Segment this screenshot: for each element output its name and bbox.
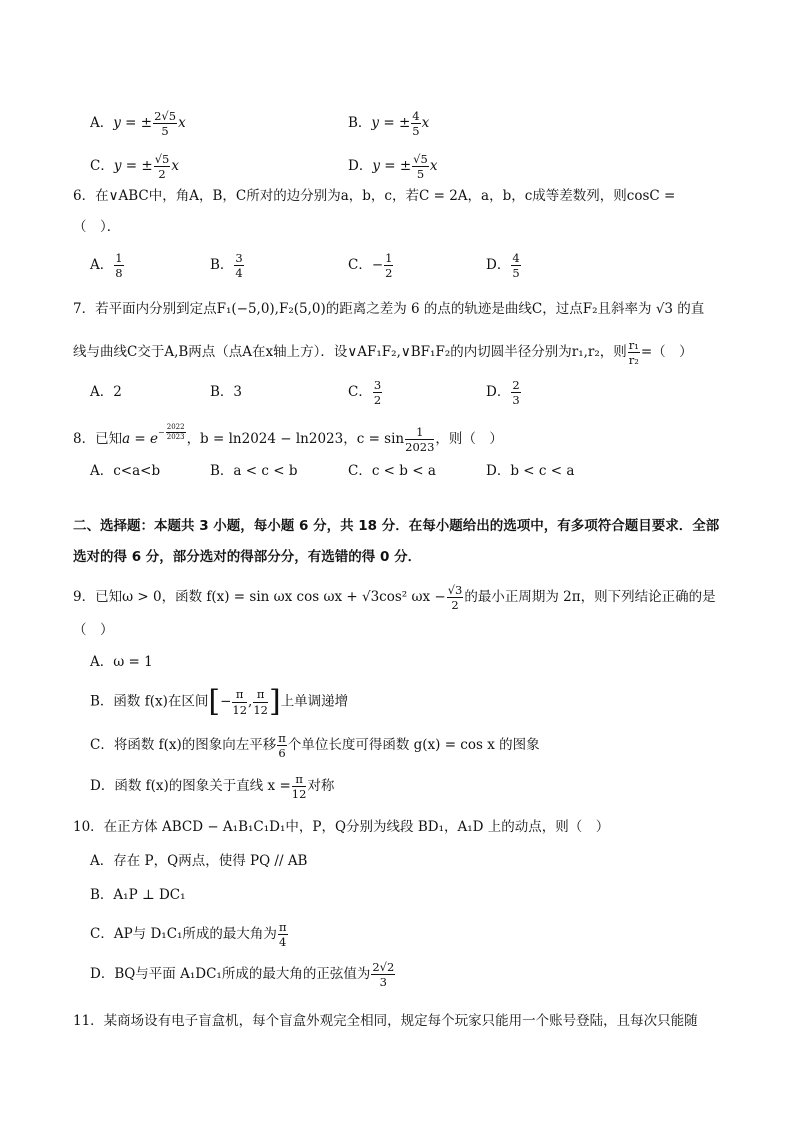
q5-option-d: D．y = ± $\frac{√5}{5}$ x — [348, 152, 438, 182]
q10-option-d: D．BQ与平面 A₁DC₁所成的最大角的正弦值为 $\frac{2√2}{3}$ — [90, 960, 395, 990]
q8-option-d: D．b < c < a — [486, 463, 575, 479]
q7-stem-line2: 线与曲线C交于A,B两点（点A在x轴上方）．设∨AF₁F₂,∨BF₁F₂的内切圆半径分别为r₁,r₂，则 $\frac{\text{r₁}}{\text{r₂}}$ =（ ） — [73, 338, 693, 368]
q8-stem: 8．已知$a = e^{- \frac{2022}{2023}}$ ，b = ln2024 − ln2023，c = sin $\frac{1}{2023}$ ，则（ ） — [73, 423, 503, 454]
section2-heading-line1: 二、选择题：本题共 3 小题，每小题 6 分，共 18 分．在每小题给出的选项中，有多项符合题目要求．全部 — [73, 518, 720, 534]
q11-stem: 11．某商场设有电子盲盒机，每个盲盒外观完全相同，规定每个玩家只能用一个账号登陆，且每次只能随 — [73, 1013, 698, 1029]
q10-option-b: B．A₁P ⊥ DC₁ — [90, 887, 186, 903]
q7-option-b: B．3 — [210, 384, 243, 400]
q10-option-a: A．存在 P，Q两点，使得 PQ // AB — [90, 853, 308, 869]
q5-option-a: A．y = ± $\frac{2√5}{5}$ x — [90, 109, 186, 139]
q6-option-a: A． $\frac{1}{8}$ — [90, 251, 123, 281]
q9-stem-line1: 9．已知ω > 0，函数 f(x) = sin ωx cos ωx + √3cos² ωx − $\frac{√3}{2}$ 的最小正周期为 2π，则下列结论正确的是 — [73, 583, 716, 613]
q6-stem-line1: 6．在∨ABC中，角A，B，C所对的边分别为a，b，c，若C = 2A，a，b，c成等差数列，则cosC = — [73, 188, 676, 204]
q9-option-b: B．函数 f(x)在区间[− $\frac{\pi}{12}$ , $\frac{\pi}{12}$ ]上单调递增 — [90, 684, 349, 719]
q8-option-c: C．c < b < a — [348, 463, 436, 479]
q6-stem-line2: （ ）． — [73, 219, 121, 235]
q10-option-c: C．AP与 D₁C₁所成的最大角为 $\frac{\pi}{4}$ — [90, 920, 287, 950]
q5-option-b: B．y = ± $\frac{4}{5}$ x — [348, 109, 430, 139]
q9-stem-line2: （ ） — [73, 622, 114, 638]
q7-option-d: D． $\frac{2}{3}$ — [486, 378, 520, 408]
section2-heading-line2: 选对的得 6 分，部分选对的得部分分，有选错的得 0 分． — [73, 549, 422, 565]
q10-stem: 10．在正方体 ABCD − A₁B₁C₁D₁中，P，Q分别为线段 BD₁，A₁D 上的动点，则（ ） — [73, 819, 610, 835]
q6-option-b: B． $\frac{3}{4}$ — [210, 251, 243, 281]
q6-option-c: C．− $\frac{1}{2}$ — [348, 251, 393, 281]
q9-option-d: D．函数 f(x)的图象关于直线 x = $\frac{\pi}{12}$ 对称 — [90, 772, 335, 802]
q7-option-c: C． $\frac{3}{2}$ — [348, 378, 382, 408]
q7-stem-line1: 7．若平面内分别到定点F₁(−5,0),F₂(5,0)的距离之差为 6 的点的轨迹是曲线C，过点F₂且斜率为 √3 的直 — [73, 301, 705, 317]
q7-option-a: A．2 — [90, 384, 122, 400]
q6-option-d: D． $\frac{4}{5}$ — [486, 251, 520, 281]
q8-option-b: B．a < c < b — [210, 463, 298, 479]
q9-option-a: A．ω = 1 — [90, 654, 153, 670]
q9-option-c: C．将函数 f(x)的图象向左平移 $\frac{\pi}{6}$ 个单位长度可得函数 g(x) = cos x 的图象 — [90, 731, 540, 761]
q5-option-c: C．y = ± $\frac{√5}{2}$ x — [90, 152, 179, 182]
q8-option-a: A．c<a<b — [90, 463, 161, 479]
